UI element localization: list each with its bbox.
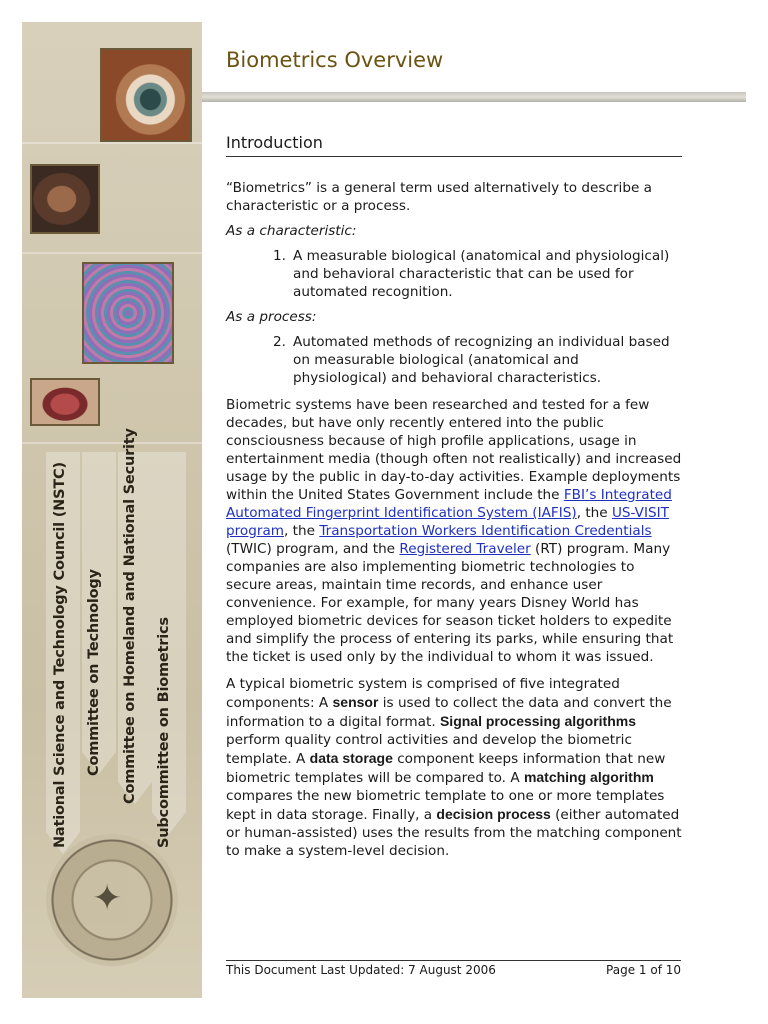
text-run: (RT) program. Many companies are also implementing biometric technologies to secure areas, maintain time records, and enhance user convenience. For example, for many years Disney World has employed biometric devices for season ticket holders to expedite and simplify the process of entering its parks, while ensuring that the ticket is used only by the individual to whom it was issued. (226, 541, 674, 665)
characteristic-label: As a characteristic: (226, 223, 357, 239)
text-run: , the (576, 505, 612, 521)
banner-streak (22, 442, 202, 444)
list-item (226, 247, 682, 301)
registered-traveler-link[interactable]: Registered Traveler (399, 541, 531, 557)
twic-link[interactable]: Transportation Workers Identification Credentials (319, 523, 652, 539)
hand-image (30, 164, 100, 234)
list-number: 1. (273, 248, 286, 264)
text-run: A typical biometric system is comprised of five integrated components: A (226, 676, 620, 711)
banner-label-nstc: National Science and Technology Council (NSTC) (52, 462, 68, 848)
iafis-link[interactable]: FBI’s Integrated Automated Fingerprint Identification System (IAFIS) (226, 487, 672, 521)
term-sensor: sensor (332, 694, 379, 710)
list-text: Automated methods of recognizing an individual based on measurable biological (anatomical and physiological) and behavioral characteristics. (293, 334, 670, 386)
banner-label-technology: Committee on Technology (86, 569, 102, 776)
last-updated: This Document Last Updated: 7 August 2006 (226, 963, 496, 977)
term-data-storage: data storage (309, 750, 393, 766)
text-run: , the (284, 523, 320, 539)
text-run: (TWIC) program, and the (226, 541, 400, 557)
banner-streak (22, 252, 202, 254)
text-run: perform quality control activities and develop the biometric template. A (226, 732, 632, 767)
side-banner (22, 22, 202, 998)
us-visit-link[interactable]: US-VISIT program (226, 505, 669, 539)
banner-label-biometrics: Subcommittee on Biometrics (156, 617, 172, 848)
banner-label-homeland: Committee on Homeland and National Security (122, 428, 138, 804)
text-run: (either automated or human-assisted) uses the results from the matching component to make a system-level decision. (226, 807, 682, 859)
term-decision-process: decision process (436, 806, 551, 822)
page-footer (226, 960, 681, 977)
eagle-icon: ✦ (92, 878, 123, 919)
eye-image (100, 48, 192, 142)
text-run: Biometric systems have been researched and tested for a few decades, but have only recently entered into the public consciousness because of high profile applications, usage in entertainment media (though often not realistically) and increased usage by the public in day-to-day activities. Example deployments within the United States Government include the (226, 397, 682, 503)
list-item (226, 333, 682, 387)
section-heading: Introduction (226, 134, 682, 157)
text-run: component keeps information that new biometric templates will be compared to. A (226, 751, 666, 786)
page-number: Page 1 of 10 (606, 963, 681, 977)
main-content (226, 134, 682, 860)
text-run: is used to collect the data and convert the information to a digital format. (226, 695, 672, 730)
fingerprint-image (82, 262, 174, 364)
list-number: 2. (273, 334, 286, 350)
lips-image (30, 378, 100, 426)
process-label: As a process: (226, 309, 317, 325)
term-matching-algorithm: matching algorithm (523, 769, 654, 785)
page-title: Biometrics Overview (226, 48, 444, 72)
components-paragraph (226, 675, 682, 860)
text-run: compares the new biometric template to one or more templates kept in data storage. Finally, a (226, 788, 665, 823)
list-text: A measurable biological (anatomical and physiological) and behavioral characteristic that can be used for automated recognition. (293, 248, 670, 300)
header-rule (202, 92, 746, 102)
banner-streak (22, 142, 202, 144)
intro-paragraph: “Biometrics” is a general term used alternatively to describe a characteristic or a process. (226, 180, 652, 214)
presidential-seal (46, 834, 178, 966)
deployments-paragraph (226, 396, 682, 666)
term-signal-processing: Signal processing algorithms (439, 713, 637, 729)
